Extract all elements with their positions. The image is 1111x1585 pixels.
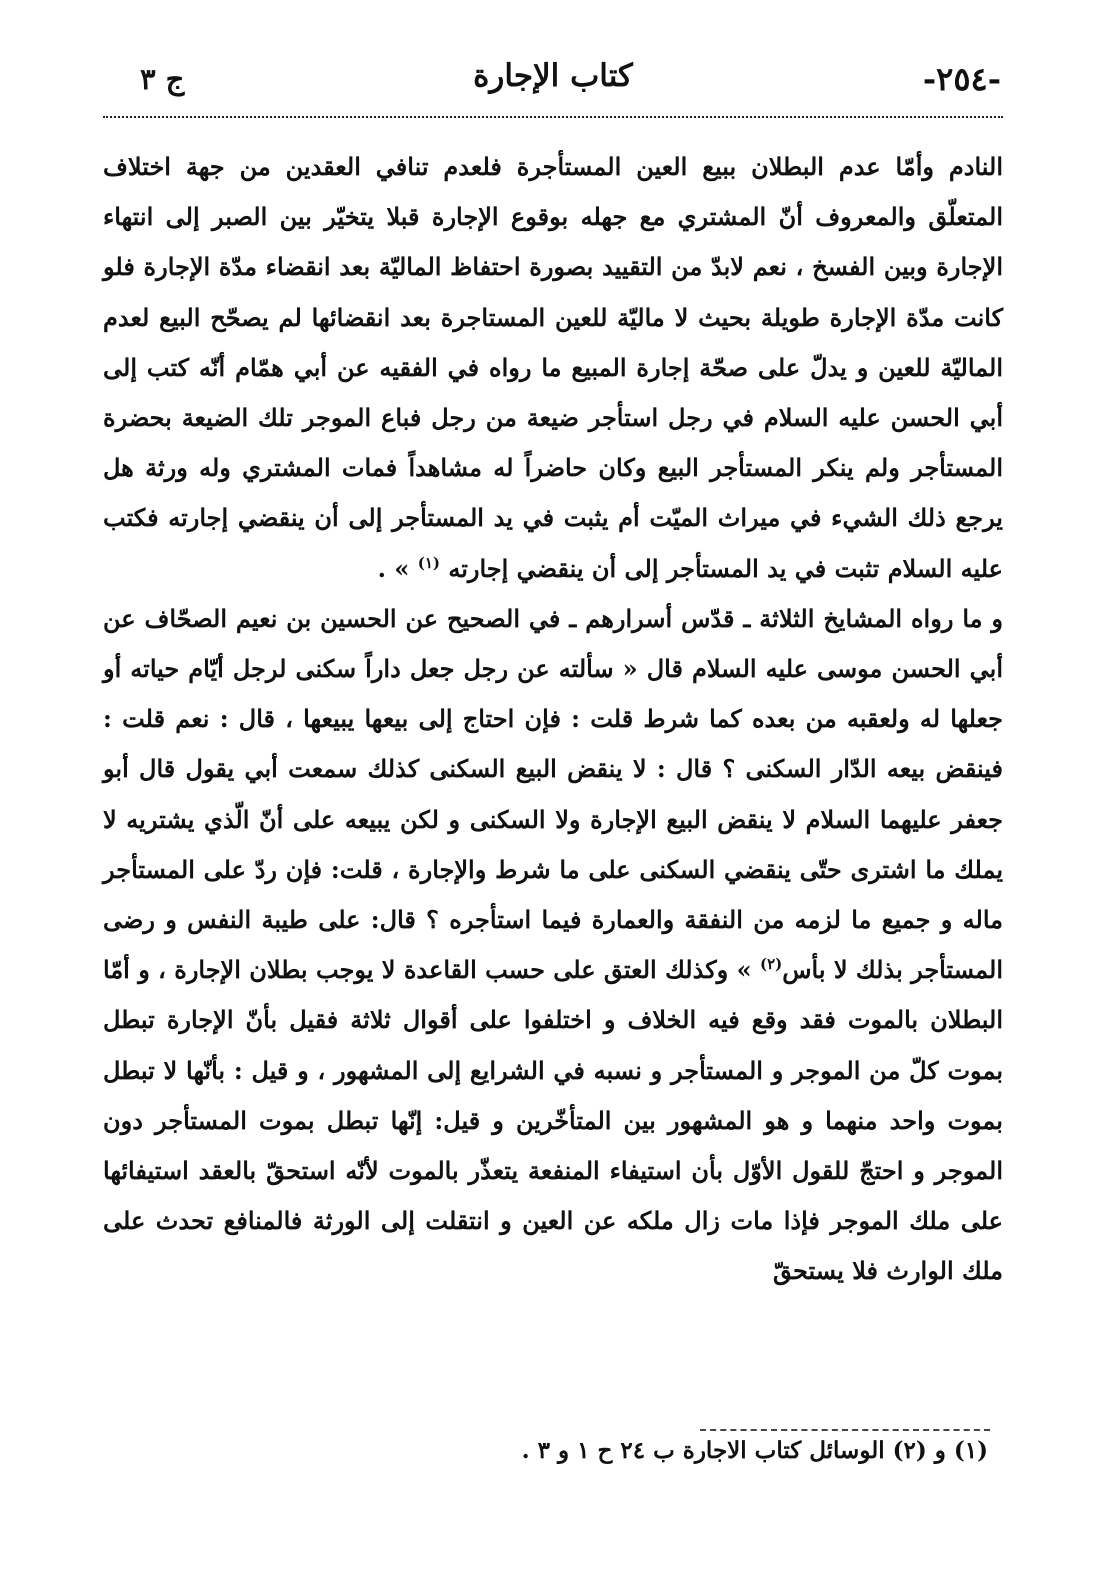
main-text <box>103 142 1003 1297</box>
header-divider <box>103 116 1003 118</box>
volume-label: ج ٣ <box>140 62 185 96</box>
paragraph-1-end: » . <box>377 553 410 583</box>
footnote-divider <box>700 1429 990 1431</box>
paragraph-1 <box>103 142 1003 594</box>
paragraph-2 <box>103 594 1003 1297</box>
paragraph-2-text: و ما رواه المشايخ الثلاثة ـ قدّس أسرارهم ـ في الصحيح عن الحسين بن نعيم الصحّاف عن أبي الحسن موسى عليه السلام قال « سألته عن رجل جعل داراً سكنى لرجل أيّام حياته أو جعلها له ولعقبه من بعده كما شرط قلت : فإن احتاج إلى بيعها يبيعها ، قال : نعم قلت : فينقض بيعه الدّار السكنى ؟ قال : لا ينقض البيع السكنى كذلك سمعت أبي يقول قال أبو جعفر عليهما السلام لا ينقض البيع الإجارة ولا السكنى و لكن يبيعه على أنّ الّذي يشتريه لا يملك ما اشترى حتّى ينقضي السكنى على ما شرط والإجارة ، قلت: فإن ردّ على المستأجر ماله و جميع ما لزمه من النفقة والعمارة فيما استأجره ؟ قال: على طيبة النفس و رضى المستأجر بذلك لا بأس <box>103 603 1003 985</box>
paragraph-1-text: النادم وأمّا عدم البطلان ببيع العين المستأجرة فلعدم تنافي العقدين من جهة اختلاف المتعلّق والمعروف أنّ المشتري مع جهله بوقوع الإجارة قبلا يتخيّر بين الصبر إلى انتهاء الإجارة وبين الفسخ ، نعم لابدّ من التقييد بصورة احتفاظ الماليّة بعد انقضاء مدّة الإجارة فلو كانت مدّة الإجارة طويلة بحيث لا ماليّة للعين المستاجرة بعد انقضائها لم يصحّح البيع لعدم الماليّة للعين و يدلّ على صحّة إجارة المبيع ما رواه في الفقيه عن أبي همّام أنّه كتب إلى أبي الحسن عليه السلام في رجل استأجر ضيعة من رجل فباع الموجر تلك الضيعة بحضرة المستأجر ولم ينكر المستأجر البيع وكان حاضراً له مشاهداً فمات المشتري وله ورثة هل يرجع ذلك الشيء في ميراث الميّت أم يثبت في يد المستأجر إلى أن ينقضي إجارته فكتب عليه السلام تثبت في يد المستأجر إلى أن ينقضي إجارته <box>103 152 1004 583</box>
paragraph-2-continuation: » وكذلك العتق على حسب القاعدة لا يوجب بطلان الإجارة ، و أمّا البطلان بالموت فقد وقع فيه الخلاف و اختلفوا على أقوال ثلاثة فقيل بأنّ الإجارة تبطل بموت كلّ من الموجر و المستأجر و نسبه في الشرايع إلى المشهور ، و قيل : بأنّها لا تبطل بموت واحد منهما و هو المشهور بين المتأخّرين و قيل: إنّها تبطل بموت المستأجر دون الموجر و احتجّ للقول الأوّل بأن استيفاء المنفعة يتعذّر بالموت لأنّه استحقّ بالعقد استيفائها على ملك الموجر فإذا مات زال ملكه عن العين و انتقلت إلى الورثة فالمنافع تحدث على ملك الوارث فلا يستحقّ <box>103 955 1003 1286</box>
footnote: (١) و (٢) الوسائل كتاب الاجارة ب ٢٤ ح ١ و ٣ . <box>521 1437 988 1464</box>
page-number: -٢٥٤- <box>922 60 1001 98</box>
footnote-ref-2: (٢) <box>759 955 783 974</box>
running-header <box>105 58 1001 108</box>
footnote-ref-1: (١) <box>417 553 440 572</box>
book-title: كتاب الإجارة <box>473 58 633 94</box>
